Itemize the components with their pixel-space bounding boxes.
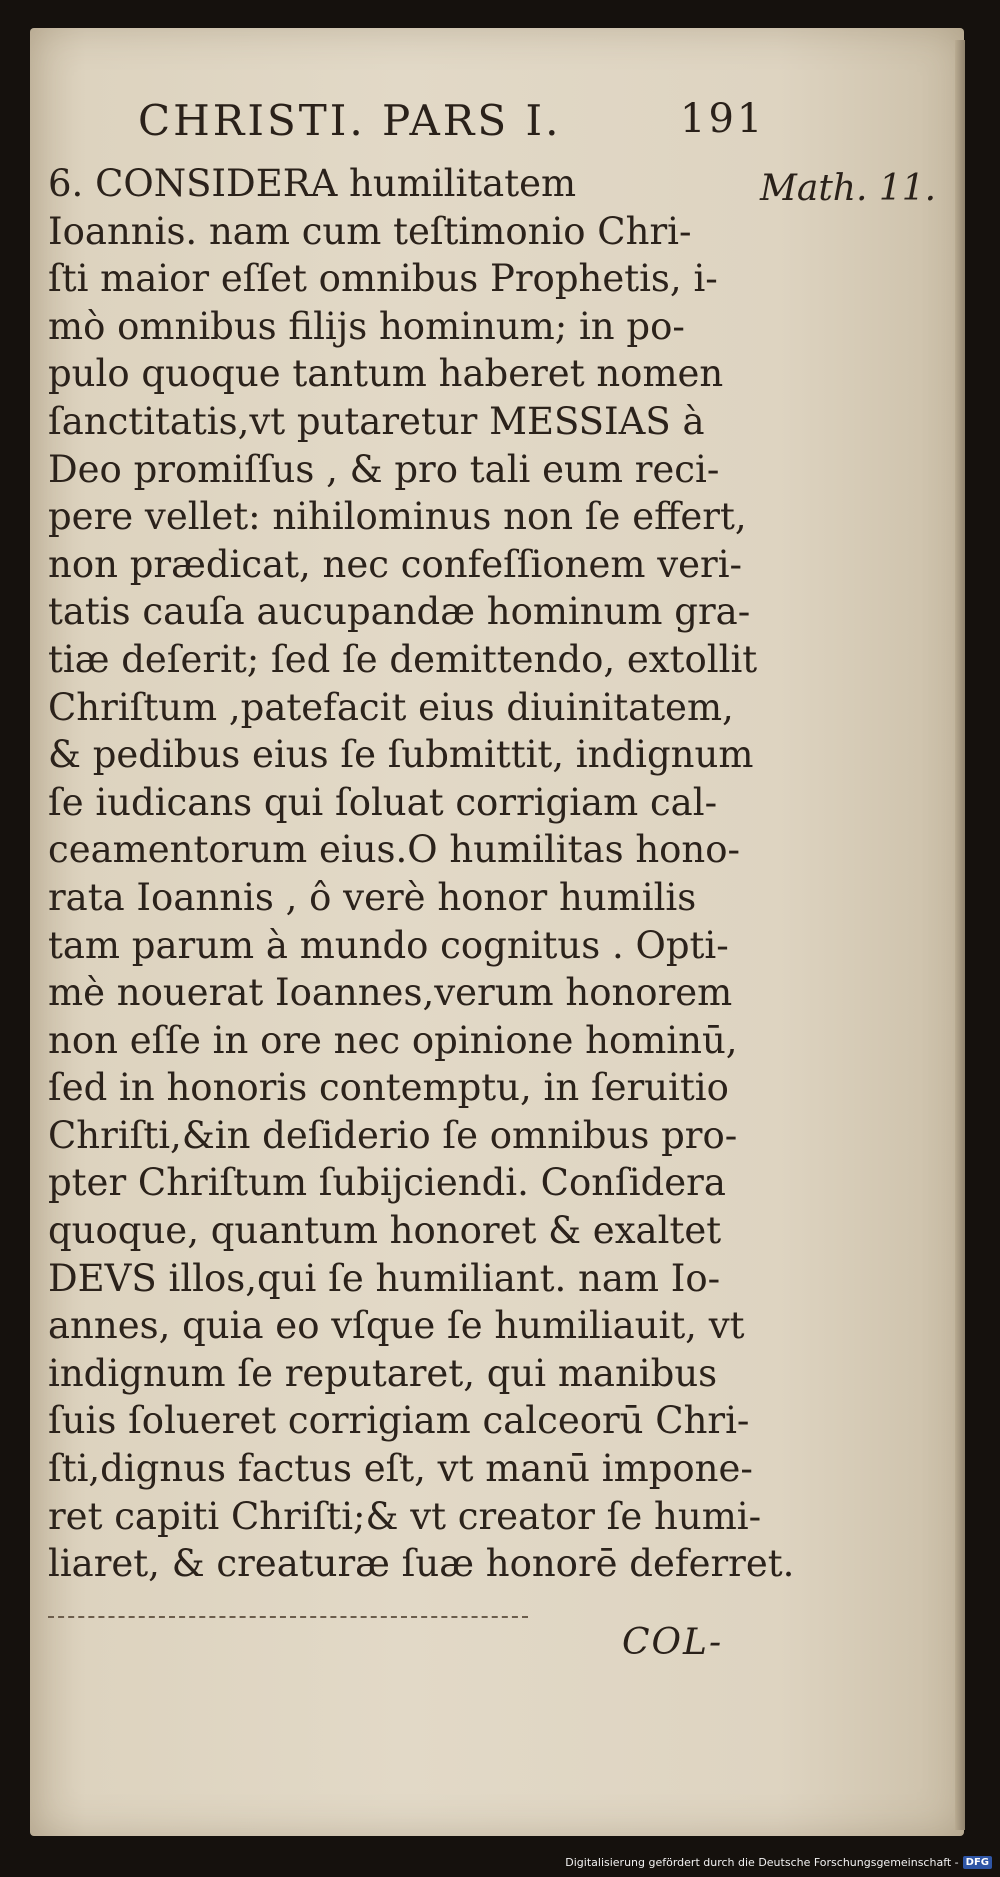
- text-line: Ioannis. nam cum teſtimonio Chri-: [48, 209, 692, 253]
- text-line: Chriſti,&in deſiderio ſe omnibus pro-: [48, 1113, 738, 1157]
- text-line: Deo promiſſus , & pro tali eum reci-: [48, 447, 720, 491]
- text-line: pulo quoque tantum haberet nomen: [48, 352, 724, 396]
- text-line: annes, quia eo vſque ſe humiliauit, vt: [48, 1304, 745, 1348]
- credit-text: Digitalisierung gefördert durch die Deutsche Forschungsgemeinschaft -: [565, 1855, 959, 1869]
- text-line: ſti maior eſſet omnibus Prophetis, i-: [48, 257, 718, 301]
- text-line: pere vellet: nihilominus non ſe effert,: [48, 495, 747, 539]
- text-line: pter Chriſtum ſubijciendi. Conſidera: [48, 1161, 726, 1205]
- text-line: ret capiti Chriſti;& vt creator ſe humi-: [48, 1494, 762, 1538]
- digitization-credit: [565, 1851, 992, 1873]
- text-line: tatis cauſa aucupandæ hominum gra-: [48, 590, 751, 634]
- text-line: rata Ioannis , ô verè honor humilis: [48, 875, 697, 919]
- body-text: [48, 160, 795, 1588]
- catchword: COL-: [622, 1622, 724, 1663]
- margin-note-reference: Math. 11.: [760, 168, 937, 209]
- text-line: DEVS illos,qui ſe humiliant. nam Io-: [48, 1256, 721, 1300]
- text-line: Chriſtum ,patefacit eius diuinitatem,: [48, 685, 734, 729]
- bottom-rule: [48, 1616, 528, 1618]
- running-head-title: CHRISTI. PARS I.: [138, 96, 562, 145]
- text-line: non eſſe in ore nec opinione hominū,: [48, 1018, 738, 1062]
- page-edge: [955, 40, 965, 1830]
- text-line: tam parum à mundo cognitus . Opti-: [48, 923, 729, 967]
- text-line: ſuis ſolueret corrigiam calceorū Chri-: [48, 1399, 750, 1443]
- text-line: tiæ deſerit; ſed ſe demittendo, extollit: [48, 637, 758, 681]
- dfg-logo: DFG: [963, 1856, 992, 1869]
- text-line: 6. CONSIDERA humilitatem: [48, 162, 577, 205]
- text-line: mò omnibus filijs hominum; in po-: [48, 304, 685, 348]
- text-line: ſed in honoris contemptu, in ſeruitio: [48, 1066, 729, 1110]
- text-line: mè nouerat Ioannes,verum honorem: [48, 971, 733, 1015]
- text-line: & pedibus eius ſe ſubmittit, indignum: [48, 733, 754, 777]
- text-line: ſe iudicans qui ſoluat corrigiam cal-: [48, 780, 718, 824]
- text-line: liaret, & creaturæ ſuæ honorē deferret.: [48, 1542, 795, 1586]
- page-number: 191: [680, 96, 766, 142]
- text-line: ceamentorum eius.O humilitas hono-: [48, 828, 741, 872]
- text-line: indignum ſe reputaret, qui manibus: [48, 1351, 718, 1395]
- running-head: [100, 96, 766, 154]
- text-line: ſanctitatis,vt putaretur MESSIAS à: [48, 399, 705, 443]
- text-line: quoque, quantum honoret & exaltet: [48, 1209, 722, 1253]
- text-line: non prædicat, nec confeſſionem veri-: [48, 542, 743, 586]
- text-line: ſti,dignus factus eſt, vt manū impone-: [48, 1447, 753, 1491]
